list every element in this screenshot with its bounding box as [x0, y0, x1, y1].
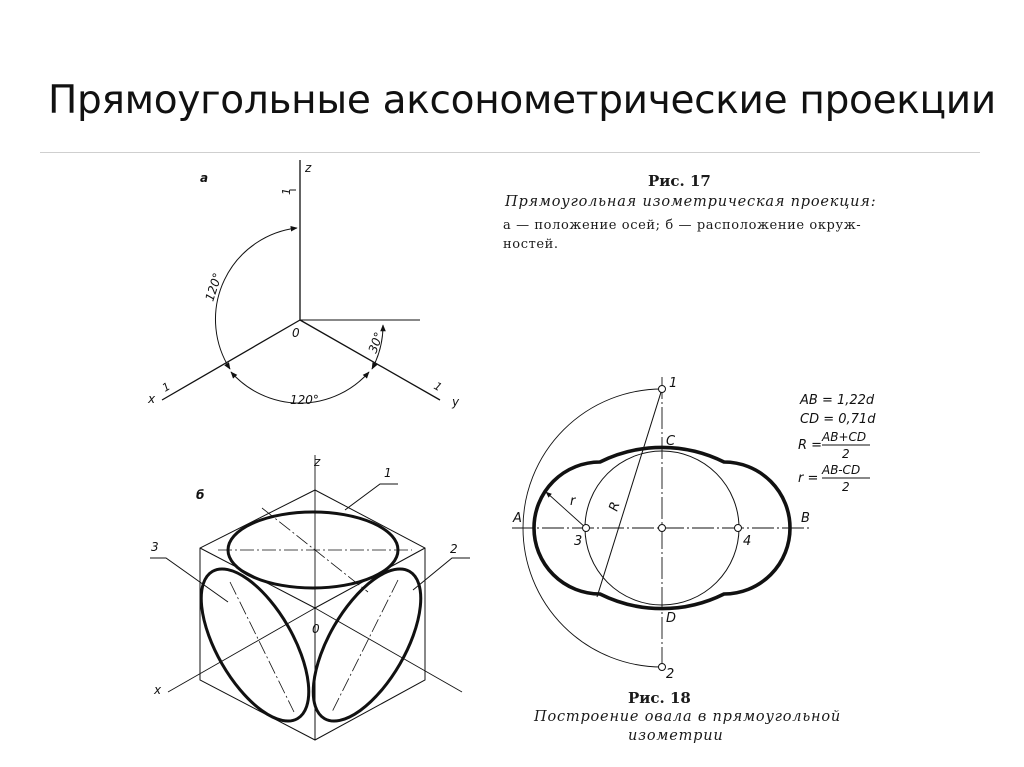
- label-C: C: [666, 434, 676, 449]
- panel-a-tag: а: [200, 171, 209, 185]
- axis-z-label: z: [305, 161, 312, 175]
- right-ellipse-axis: [332, 580, 398, 712]
- formula-R-numerator: AB+CD: [822, 430, 867, 444]
- fig17-caption-number: Рис. 17: [648, 172, 711, 190]
- panel-b-tag: б: [196, 488, 205, 502]
- x-unit-label: 1: [160, 379, 173, 395]
- leader-3: [150, 558, 228, 602]
- fig18-caption-number: Рис. 18: [628, 689, 691, 707]
- slide-title: Прямоугольные аксонометрические проекции: [48, 78, 996, 123]
- formula-r-numerator: AB-CD: [822, 463, 861, 477]
- ellipse-2-label: 2: [450, 542, 458, 556]
- axis-x-label-b: x: [154, 683, 162, 697]
- label-r: r: [570, 494, 576, 509]
- angle-right-label: 30°: [365, 330, 387, 356]
- formula-r-lhs: r =: [798, 471, 819, 486]
- formula-R-denominator: 2: [842, 447, 850, 461]
- axis-z-label-b: z: [314, 455, 321, 469]
- label-A: A: [513, 511, 522, 526]
- label-3: 3: [574, 534, 583, 549]
- origin-label: 0: [292, 326, 300, 340]
- label-D: D: [666, 611, 677, 626]
- label-2: 2: [666, 667, 675, 682]
- point-2: [659, 664, 666, 671]
- fig18-caption-line-2: изометрии: [628, 728, 724, 744]
- formula-r-denominator: 2: [842, 480, 850, 494]
- z-unit-label: 1: [280, 188, 293, 195]
- fig17-caption-line-2: ностей.: [503, 237, 559, 252]
- formula-ab: AB = 1,22d: [800, 393, 875, 408]
- point-1: [659, 386, 666, 393]
- label-R: R: [606, 499, 624, 514]
- left-ellipse-axis: [230, 582, 294, 712]
- leader-2: [413, 558, 470, 590]
- label-B: B: [801, 511, 810, 526]
- fig18-oval-diagram: [512, 377, 812, 672]
- ellipse-3-label: 3: [151, 540, 159, 554]
- formula-R-lhs: R =: [798, 438, 823, 453]
- fig17-caption-line-1: а — положение осей; б — расположение окруж-: [503, 218, 862, 233]
- ellipse-left: [180, 552, 331, 737]
- cube-outline: [200, 490, 425, 740]
- y-unit-label: 1: [431, 379, 445, 395]
- point-3: [583, 525, 590, 532]
- label-4: 4: [743, 534, 752, 549]
- axis-y-label: y: [452, 395, 460, 409]
- center-point: [659, 525, 666, 532]
- angle-left-label: 120°: [202, 271, 225, 303]
- x-axis: [162, 320, 300, 400]
- leader-1: [345, 484, 398, 510]
- fig18-formulas: [798, 393, 876, 494]
- origin-label-b: 0: [312, 622, 320, 636]
- ellipse-1-label: 1: [384, 466, 392, 480]
- radius-R-line: [597, 389, 662, 597]
- formula-cd: CD = 0,71d: [800, 412, 876, 427]
- y-axis: [300, 320, 440, 400]
- x-axis-b: [168, 608, 315, 692]
- label-1: 1: [669, 376, 678, 391]
- angle-arc-left: [215, 228, 297, 369]
- fig17a-axes-diagram: [162, 160, 440, 403]
- radius-r-line: [546, 492, 586, 528]
- fig18-caption-line-1: Построение овала в прямоугольной: [534, 709, 842, 725]
- angle-bottom-label: 120°: [290, 393, 319, 407]
- fig17-caption-title: Прямоугольная изометрическая проекция:: [505, 194, 877, 210]
- axis-x-label: x: [148, 392, 156, 406]
- point-4: [735, 525, 742, 532]
